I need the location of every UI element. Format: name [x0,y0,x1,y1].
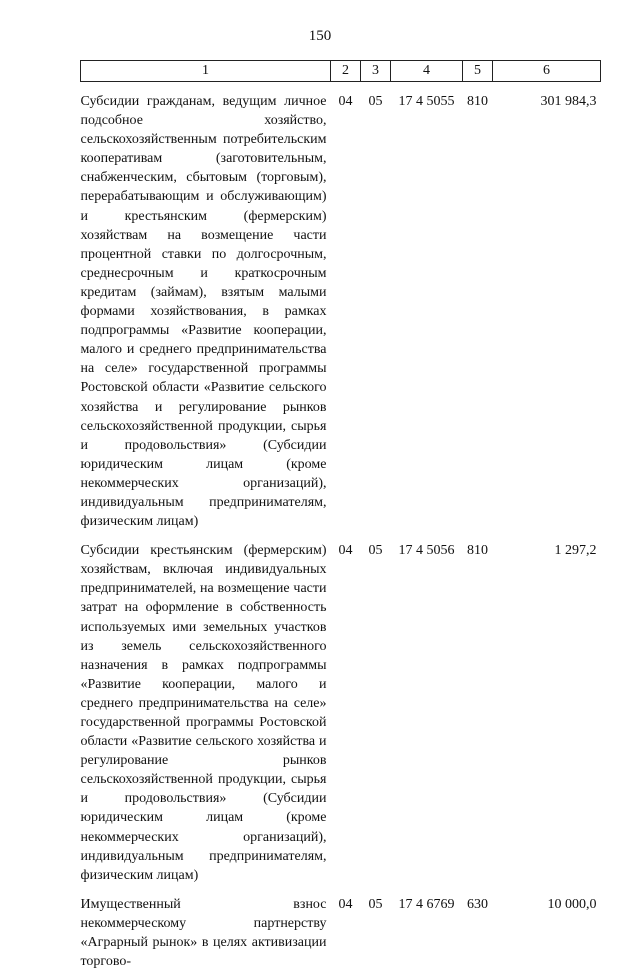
header-col-2: 2 [331,61,361,82]
table-header-row [81,61,601,82]
row-section-code: 04 [338,543,353,559]
row-expense-type-code: 810 [467,94,488,109]
page-number: 150 [308,28,332,44]
row-expense-type-code: 810 [467,543,488,559]
row-target-article-code: 17 4 5056 [398,543,455,559]
row-subsection-code: 05 [368,896,383,912]
table-row [81,90,601,531]
table-spacer [81,82,601,91]
header-col-3: 3 [361,61,391,82]
table-spacer [81,531,601,539]
row-expense-type-code: 630 [467,896,488,912]
table-row [81,539,601,885]
row-amount: 10 000,0 [547,896,597,912]
budget-table [80,60,601,971]
header-col-6: 6 [493,61,601,82]
row-target-article-code: 17 4 6769 [398,896,455,912]
header-col-5: 5 [463,61,493,82]
row-section-code: 04 [338,896,353,912]
row-subsection-code: 05 [368,543,383,559]
row-description: Имущественный взнос некоммерческому партнерству «Аграрный рынок» в целях активизации торгово- [80,896,327,970]
header-col-4: 4 [391,61,463,82]
row-target-article-code: 17 4 5055 [398,94,455,109]
row-amount: 301 984,3 [540,94,597,109]
row-description: Субсидии гражданам, ведущим личное подсобное хозяйство, сельскохозяйственным потребительским кооперативам (заготовительным, снабженческим, сбытовым (торговым), перерабатывающим и обслуживающим) и крестьянским (фермерским) хозяйствам на возмещение части процентной ставки по долгосрочным, среднесрочным и краткосрочным кредитам (займам), взятым малыми формами хозяйствования, в рамках подпрограммы «Развитие кооперации, малого и среднего предпринимательства на селе» государственной программы Ростовской области «Развитие сельского хозяйства и регулирование рынков сельскохозяйственной продукции, сырья и продовольствия» (Субсидии юридическим лицам (кроме некоммерческих организаций), индивидуальным предпринимателям, физическим лицам) [80,94,327,530]
row-description: Субсидии крестьянским (фермерским) хозяйствам, включая индивидуальных предпринимателей, на возмещение части затрат на оформление в собственность используемых ими земельных участков из земель сельскохозяйственного назначения в рамках подпрограммы «Развитие кооперации, малого и среднего предпринимательства на селе» государственной программы Ростовской области «Развитие сельского хозяйства и регулирование рынков сельскохозяйственной продукции, сырья и продовольствия» (Субсидии юридическим лицам (кроме некоммерческих организаций), индивидуальным предпринимателям, физическим лицам) [80,543,327,883]
header-col-1: 1 [81,61,331,82]
row-subsection-code: 05 [368,94,383,109]
row-section-code: 04 [338,94,353,109]
row-amount: 1 297,2 [554,543,597,559]
table-spacer [81,885,601,893]
